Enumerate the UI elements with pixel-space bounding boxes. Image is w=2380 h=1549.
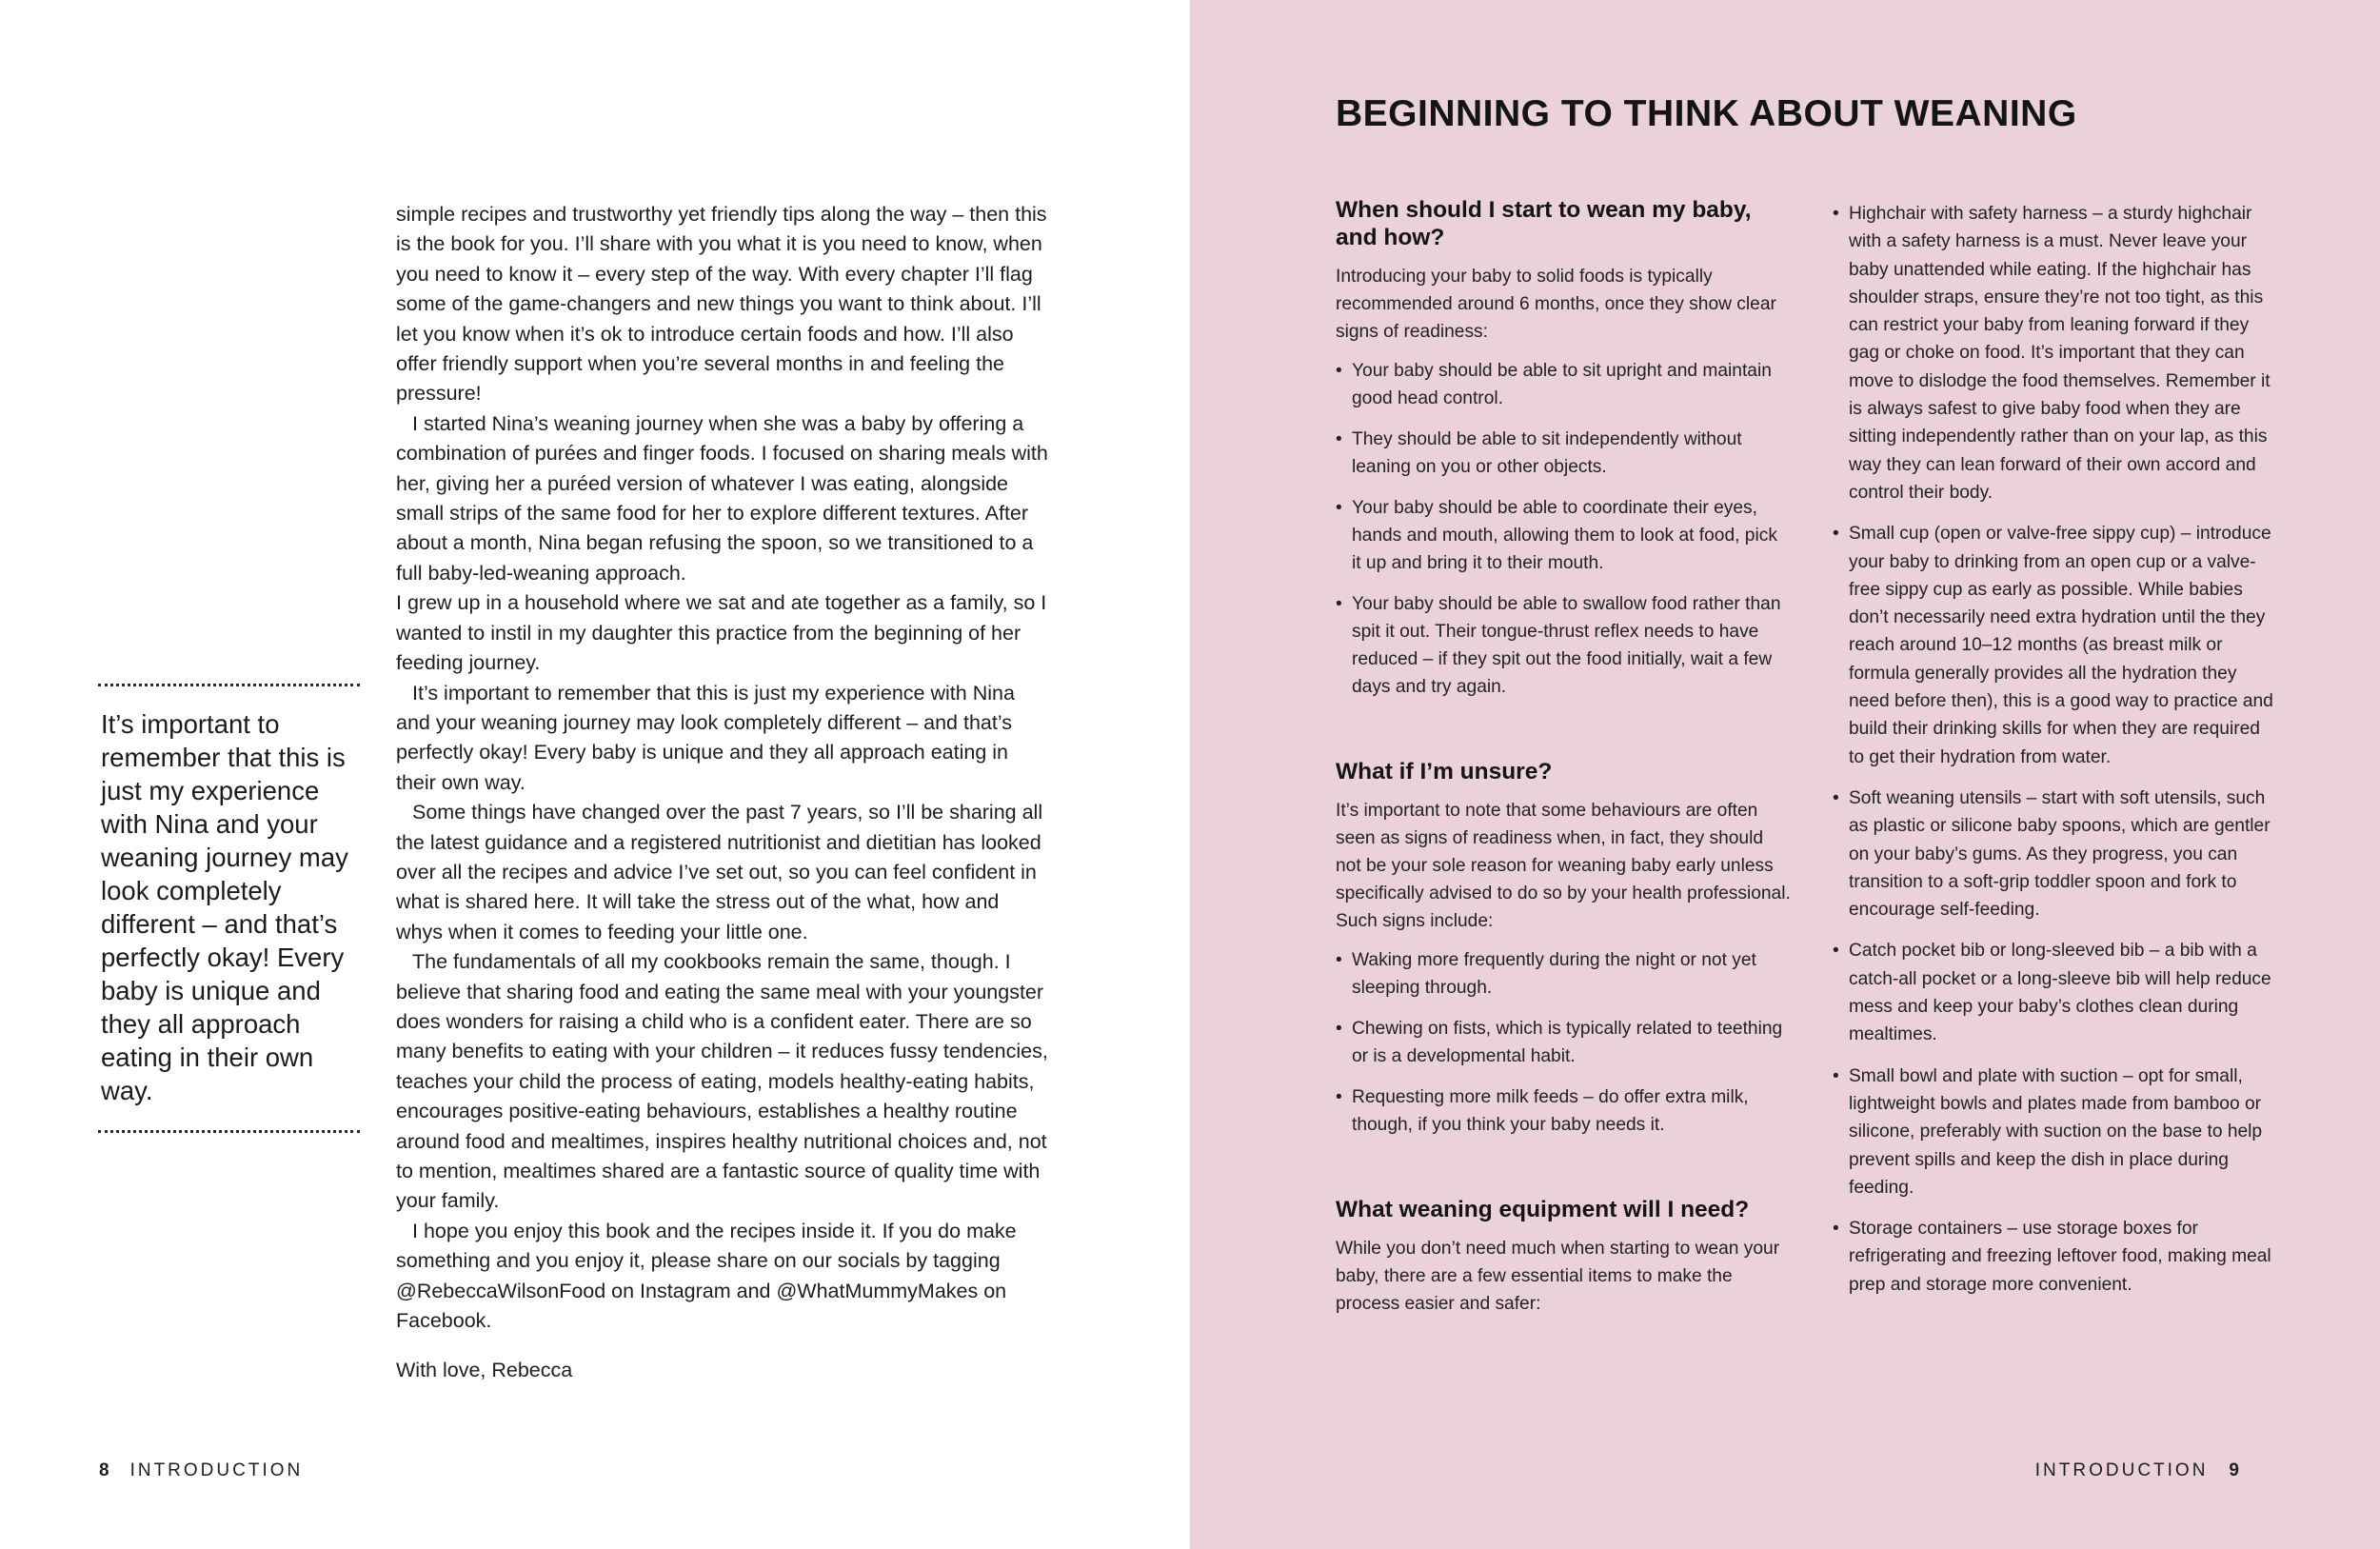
folio-right [2035, 1460, 2239, 1481]
signoff: With love, Rebecca [396, 1359, 573, 1382]
folio-left [99, 1460, 303, 1481]
list-item: • They should be able to sit independently without leaning on you or other objects. [1336, 426, 1791, 481]
list-item: • Chewing on fists, which is typically related to teething or is a developmental habit. [1336, 1015, 1791, 1070]
section-heading: When should I start to wean my baby, and how? [1336, 197, 1752, 250]
list-item: • Small bowl and plate with suction – opt for small, lightweight bowls and plates made from bamboo or silicone, preferably with suction on the base to help prevent spills and keep the dish in place during feeding. [1833, 1062, 2280, 1201]
page-title: BEGINNING TO THINK ABOUT WEANING [1336, 93, 2077, 134]
equipment-list [1833, 200, 2280, 1299]
weaning-column-left [1336, 196, 1791, 1329]
list-item: • Requesting more milk feeds – do offer extra milk, though, if you think your baby needs it. [1336, 1083, 1791, 1139]
signs-list [1336, 946, 1791, 1139]
section-heading: What weaning equipment will I need? [1336, 1197, 1750, 1222]
section-intro: Introducing your baby to solid foods is typically recommended around 6 months, once they show clear signs of readiness: [1336, 267, 1776, 342]
section-intro: While you don’t need much when starting to wean your baby, there are a few essential items to make the process easier and safer: [1336, 1239, 1780, 1314]
list-item: • Your baby should be able to swallow food rather than spit it out. Their tongue-thrust reflex needs to have reduced – if they spit out the food initially, wait a few days and try again. [1336, 590, 1791, 701]
body-paragraph: simple recipes and trustworthy yet friendly tips along the way – then this is the book for you. I’ll share with you what it is you need to know, when you need to know it – every step of the way. With every chapter I’ll flag some of the game-changers and new things you want to think about. I’ll let you know when it’s ok to introduce certain foods and how. I’ll also offer friendly support when you’re several months in and feeling the pressure! [396, 203, 1047, 406]
list-item: • Highchair with safety harness – a sturdy highchair with a safety harness is a must. Never leave your baby unattended while eating. If the highchair has shoulder straps, ensure they’re not too tight, as this can restrict your baby from leaning forward if they gag or choke on food. It’s important that they can move to dislodge the food themselves. Remember it is always safest to give baby food when they are sitting independently rather than on your lap, as this way they can lean forward of their own accord and control their body. [1833, 200, 2280, 506]
pull-quote: It’s important to remember that this is just my experience with Nina and your weaning journey may look completely different – and that’s perfectly okay! Every baby is unique and they all approach eating in their own way. [98, 684, 360, 1133]
weaning-column-right [1833, 200, 2280, 1312]
body-paragraph: I hope you enjoy this book and the recipes inside it. If you do make something and you enjoy it, please share on our socials by tagging @RebeccaWilsonFood on Instagram and @WhatMummyMakes on Facebook. [396, 1219, 1017, 1333]
body-paragraph: The fundamentals of all my cookbooks remain the same, though. I believe that sharing food and eating the same meal with your youngster does wonders for raising a child who is a confident eater. There are so many benefits to eating with your children – it reduces fussy tendencies, teaches your child the process of eating, models healthy-eating habits, encourages positive-eating behaviours, establishes a healthy routine around food and mealtimes, inspires healthy nutritional choices and, not to mention, mealtimes shared are a fantastic source of quality time with your family. [396, 950, 1048, 1213]
running-head: INTRODUCTION [129, 1460, 304, 1480]
list-item: • Your baby should be able to sit upright and maintain good head control. [1336, 357, 1791, 412]
section-intro: It’s important to note that some behaviours are often seen as signs of readiness when, in fact, they should not be your sole reason for weaning baby early unless specifically advised to do so by your health professional. Such signs include: [1336, 801, 1791, 931]
list-item: • Soft weaning utensils – start with soft utensils, such as plastic or silicone baby spoons, which are gentler on your baby’s gums. As they progress, you can transition to a soft-grip toddler spoon and fork to encourage self-feeding. [1833, 784, 2280, 923]
body-paragraph: I started Nina’s weaning journey when she was a baby by offering a combination of purées and finger foods. I focused on sharing meals with her, giving her a puréed version of whatever I was eating, alongside small strips of the same food for her to explore different textures. After about a month, Nina began refusing the spoon, so we transitioned to a full baby-led-weaning approach. [396, 411, 1048, 585]
list-item: • Your baby should be able to coordinate their eyes, hands and mouth, allowing them to look at food, pick it up and bring it to their mouth. [1336, 494, 1791, 577]
intro-body-text [396, 200, 1049, 1386]
body-paragraph: Some things have changed over the past 7 years, so I’ll be sharing all the latest guidance and a registered nutritionist and dietitian has looked over all the recipes and advice I’ve set out, so you can feel confident in what is shared here. It will take the stress out of the what, how and whys when it comes to feeding your little one. [396, 801, 1043, 943]
list-item: • Catch pocket bib or long-sleeved bib – a bib with a catch-all pocket or a long-sleeve bib will help reduce mess and keep your baby’s clothes clean during mealtimes. [1833, 937, 2280, 1048]
list-item: • Small cup (open or valve-free sippy cup) – introduce your baby to drinking from an open cup or a valve-free sippy cup as early as possible. While babies don’t necessarily need extra hydration until the they reach around 10–12 months (as breast milk or formula generally provides all the hydration they need before then), this is a good way to practice and build their drinking skills for when they are required to get their hydration from water. [1833, 520, 2280, 771]
list-item: • Storage containers – use storage boxes for refrigerating and freezing leftover food, making meal prep and storage more convenient. [1833, 1215, 2280, 1299]
body-paragraph: It’s important to remember that this is just my experience with Nina and your weaning journey may look completely different – and that’s perfectly okay! Every baby is unique and they all approach eating in their own way. [396, 681, 1015, 794]
readiness-list [1336, 357, 1791, 701]
page-number: 9 [2229, 1460, 2239, 1480]
body-paragraph: I grew up in a household where we sat and ate together as a family, so I wanted to instil in my daughter this practice from the beginning of her feeding journey. [396, 591, 1047, 675]
section-heading: What if I’m unsure? [1336, 759, 1553, 784]
page-number: 8 [99, 1460, 109, 1480]
running-head: INTRODUCTION [2034, 1460, 2209, 1480]
list-item: • Waking more frequently during the night or not yet sleeping through. [1336, 946, 1791, 1002]
